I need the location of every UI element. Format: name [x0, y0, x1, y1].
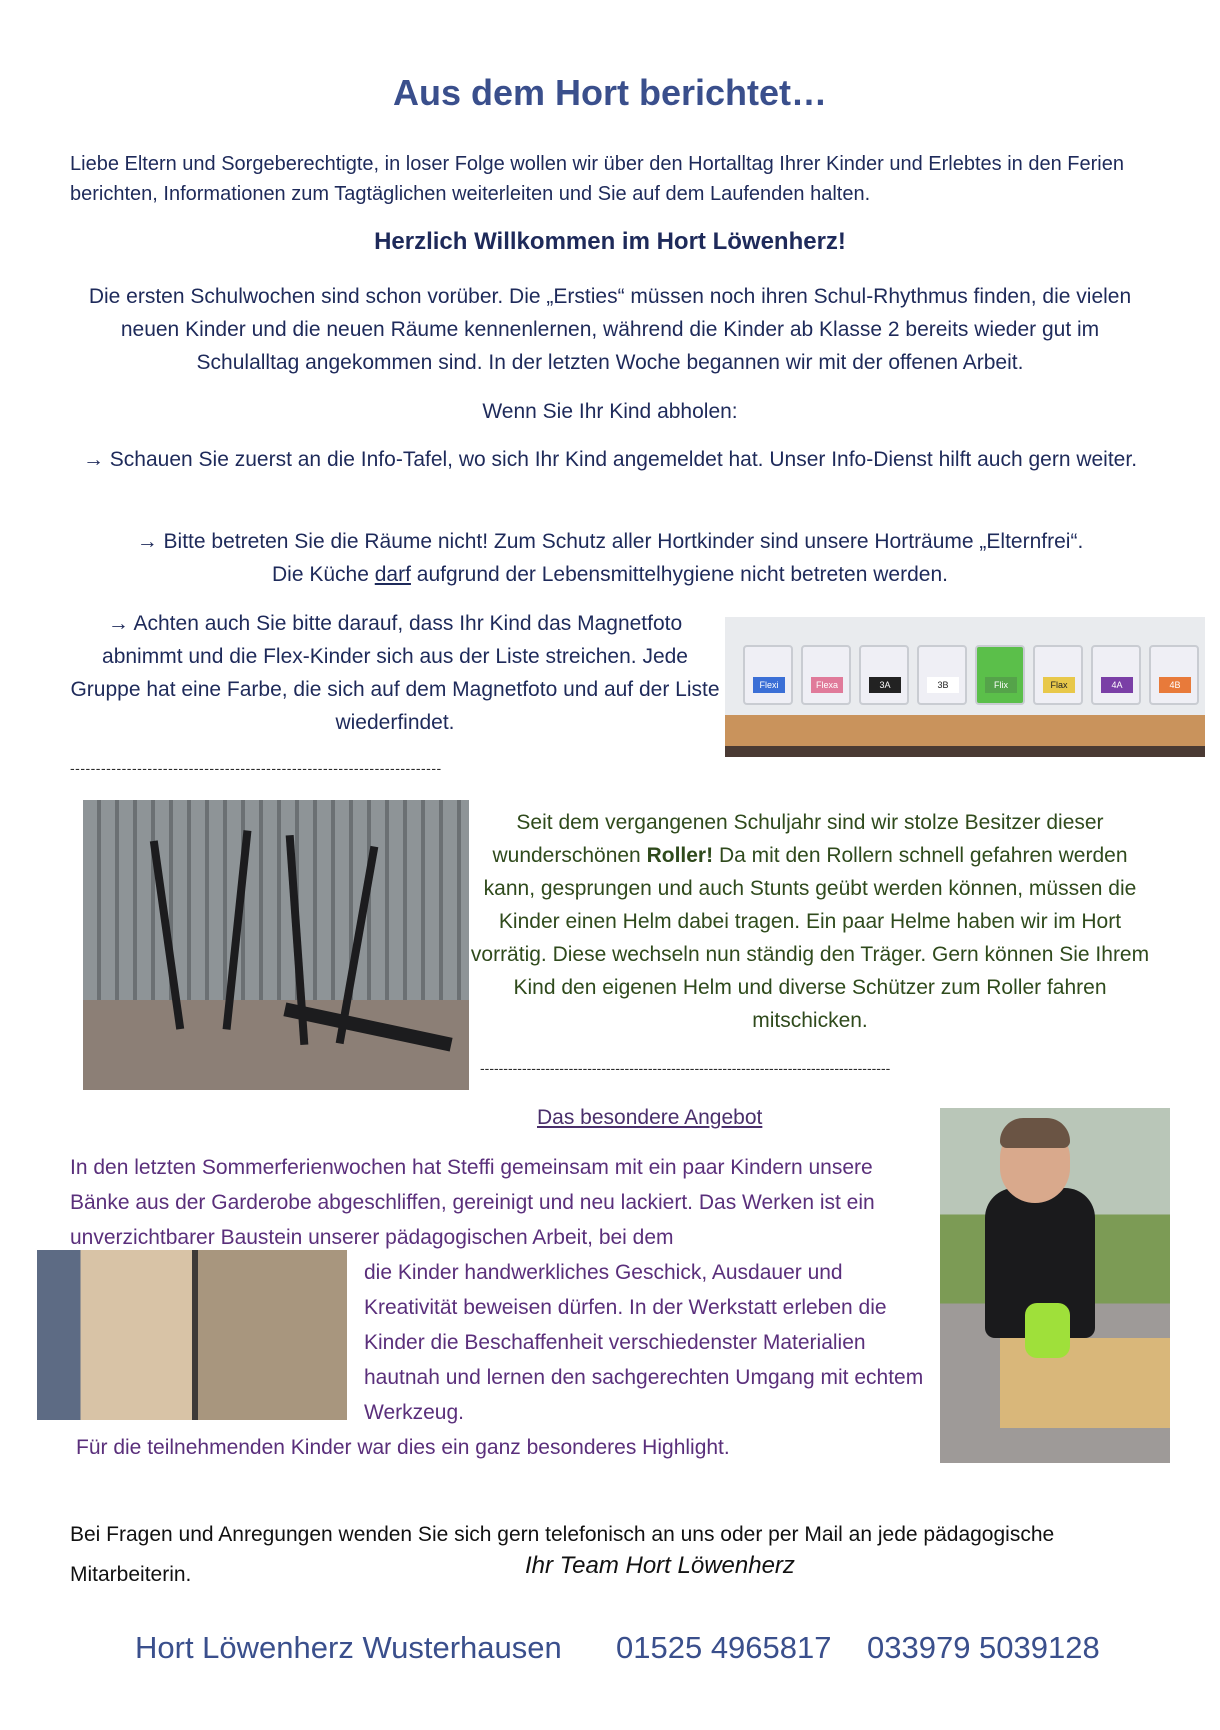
contact-paragraph: Bei Fragen und Anregungen wenden Sie sich gern telefonisch an uns oder per Mail an jede pädagogische Mitarbeiterin. [70, 1523, 1055, 1586]
special-offer-paragraph-3: Für die teilnehmenden Kinder war dies ein ganz besonderes Highlight. [76, 1436, 730, 1459]
section-divider: ---------------------------------------------------------------------------------------- [480, 1060, 891, 1076]
kitchen-rule-start: Die Küche [272, 563, 369, 586]
first-weeks-paragraph: Die ersten Schulwochen sind schon vorüber. Die „Ersties“ müssen noch ihren Schul-Rhythmus finden, die vielen neuen Kinder und die neuen Räume kennenlernen, während die Kinder ab Klasse 2 bereits wieder gut im Schulalltag angekommen sind. In der letzten Woche begannen wir mit der offenen Arbeit. [88, 285, 1132, 374]
footer-organization: Hort Löwenherz Wusterhausen [135, 1630, 562, 1665]
rooms-rule-text: → Bitte betreten Sie die Räume nicht! Zum Schutz aller Hortkinder sind unsere Horträume „Elternfrei“. [136, 530, 1084, 553]
roller-text-end: Da mit den Rollern schnell gefahren werden kann, gesprungen und auch Stunts geübt werden können, müssen die Kinder einen Helm dabei tragen. Ein paar Helme haben wir im Hort vorrätig. Diese wechseln nun ständig den Träger. Gern können Sie Ihrem Kind den eigenen Helm und diverse Schützer zum Roller fahren mitschicken. [470, 844, 1150, 1032]
special-offer-heading: Das besondere Angebot [537, 1106, 763, 1129]
group-box [801, 645, 851, 705]
group-box [917, 645, 967, 705]
kitchen-rule-end: aufgrund der Lebensmittelhygiene nicht betreten werden. [416, 563, 948, 586]
intro-paragraph: Liebe Eltern und Sorgeberechtigte, in loser Folge wollen wir über den Hortalltag Ihrer Kinder und Erlebtes in den Ferien berichten, Informationen zum Tagtäglichen weiterleiten und Sie auf dem Laufenden halten. [70, 153, 1124, 205]
box-label: 3B [927, 677, 959, 693]
welcome-heading: Herzlich Willkommen im Hort Löwenherz! [374, 228, 846, 255]
child-sanding-photo [940, 1108, 1170, 1463]
footer-phone-mobile: 01525 4965817 [616, 1630, 832, 1665]
scooters-photo [83, 800, 469, 1090]
signoff: Ihr Team Hort Löwenherz [525, 1552, 795, 1579]
special-offer-paragraph-1: In den letzten Sommerferienwochen hat Steffi gemeinsam mit ein paar Kindern unsere Bänke aus der Garderobe abgeschliffen, gereinigt und neu lackiert. Das Werken ist ein unverzichtbarer Baustein unserer pädagogischen Arbeit, bei dem [70, 1156, 875, 1249]
section-divider: ------------------------------------------------------------------------ [70, 760, 442, 776]
group-box [1091, 645, 1141, 705]
group-box [743, 645, 793, 705]
group-boxes-photo [725, 617, 1205, 757]
box-label: 4A [1101, 677, 1133, 693]
page-title: Aus dem Hort berichtet… [392, 72, 828, 113]
group-box [1149, 645, 1199, 705]
pickup-info-board: → Schauen Sie zuerst an die Info-Tafel, wo sich Ihr Kind angemeldet hat. Unser Info-Dienst hilft auch gern weiter. [82, 448, 1138, 471]
box-label: Flexi [753, 677, 785, 693]
group-box [859, 645, 909, 705]
special-offer-paragraph-2: die Kinder handwerkliches Geschick, Ausdauer und Kreativität beweisen dürfen. In der Werkstatt erleben die Kinder die Beschaffenheit verschiedenster Materialien hautnah und lernen den sachgerechten Umgang mit echtem Werkzeug. [364, 1261, 924, 1424]
wood-planks-photo [37, 1250, 347, 1420]
roller-paragraph [470, 806, 1150, 1037]
group-box [1033, 645, 1083, 705]
group-box [975, 645, 1025, 705]
pickup-magnet-photo: → Achten auch Sie bitte darauf, dass Ihr Kind das Magnetfoto abnimmt und die Flex-Kinder sich aus der Liste streichen. Jede Gruppe hat eine Farbe, die sich auf dem Magnetfoto und auf der Liste wiederfindet. [70, 612, 720, 734]
box-label: Flix [985, 677, 1017, 693]
footer-phone-landline: 033979 5039128 [867, 1630, 1100, 1665]
box-label: 4B [1159, 677, 1191, 693]
roller-emphasis: Roller! [646, 844, 714, 867]
kitchen-rule-emphasis: darf [374, 563, 411, 586]
pickup-rooms-rule [60, 525, 1160, 591]
box-label: Flexa [811, 677, 843, 693]
box-label: 3A [869, 677, 901, 693]
roller-text-start: Seit dem vergangenen Schuljahr sind wir stolze Besitzer dieser wunderschönen [492, 811, 1104, 867]
pickup-heading: Wenn Sie Ihr Kind abholen: [482, 400, 738, 423]
box-label: Flax [1043, 677, 1075, 693]
